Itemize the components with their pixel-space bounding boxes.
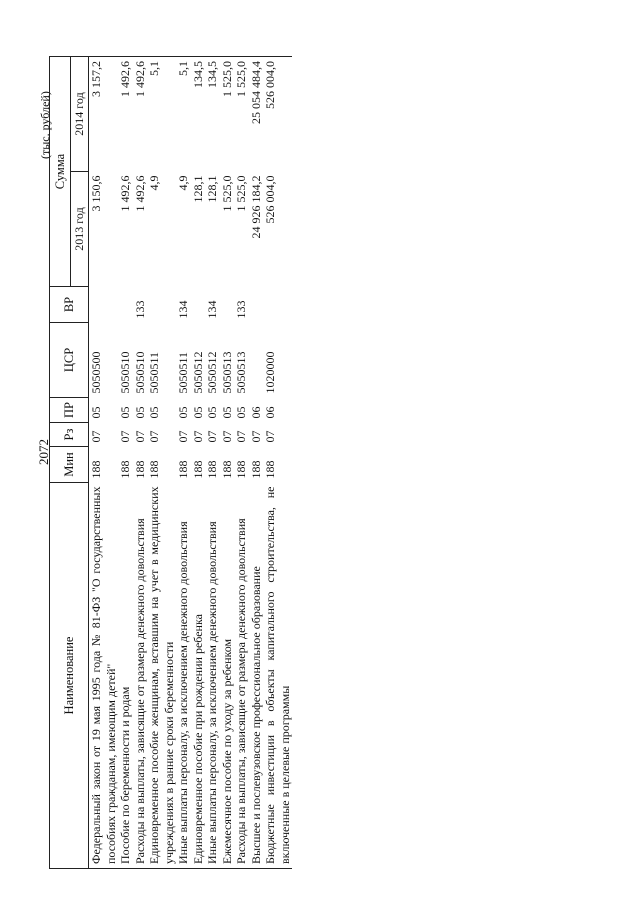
row-sum-2014: 5,1: [176, 57, 191, 172]
row-csr: 5050511: [176, 351, 190, 394]
table-row: [205, 57, 220, 869]
row-min: 188: [89, 460, 103, 479]
row-name: Расходы на выплаты, зависящие от размера денежного довольствия: [133, 483, 148, 869]
row-rz: 07: [190, 430, 205, 443]
row-pr: 05: [234, 406, 248, 419]
row-sum-2014: 134,5: [191, 57, 206, 172]
row-vr: [263, 287, 292, 323]
row-sum-2014: 526 004,0: [263, 57, 292, 172]
row-csr: 5050510: [118, 351, 132, 394]
header-csr: ЦСР: [50, 323, 89, 398]
row-sum-2014: 1 525,0: [220, 57, 235, 172]
header-rz: Рз: [50, 423, 89, 447]
row-rz: 07: [263, 430, 277, 443]
row-vr: [220, 287, 235, 323]
row-vr: 134: [176, 300, 190, 319]
row-pr: 05: [176, 406, 190, 419]
row-sum-2013: 4,9: [147, 175, 161, 191]
row-csr: 5050512: [205, 351, 219, 394]
header-pr: ПР: [50, 398, 89, 423]
row-min: 188: [132, 460, 147, 479]
row-name: Иные выплаты персоналу, за исключением денежного довольствия: [176, 483, 191, 869]
table-row: [118, 57, 133, 869]
row-pr: 05: [132, 406, 147, 419]
row-sum-2013: 526 004,0: [263, 175, 277, 224]
row-vr: [89, 287, 119, 323]
row-name: Расходы на выплаты, зависящие от размера денежного довольствия: [234, 483, 249, 869]
row-vr: 133: [234, 300, 248, 319]
row-rz: 07: [234, 430, 248, 443]
page-number: 2072: [36, 439, 51, 465]
row-csr: 5050513: [234, 351, 248, 394]
row-vr: [147, 287, 176, 323]
row-vr: [249, 287, 264, 323]
row-sum-2014: 1 492,6: [118, 57, 133, 172]
row-name: Единовременное пособие при рождении ребенка: [191, 483, 206, 869]
row-name: Единовременное пособие женщинам, вставшим на учет в медицинских учреждениях в ранние сроки беременности: [147, 483, 176, 869]
row-sum-2013: 4,9: [176, 175, 190, 191]
row-csr: 5050512: [190, 351, 205, 394]
row-sum-2013: 3 150,6: [89, 175, 103, 212]
row-min: 188: [219, 460, 234, 479]
row-csr: 5050500: [89, 351, 103, 394]
row-sum-2014: 1 525,0: [234, 57, 249, 172]
row-pr: 05: [190, 406, 205, 419]
row-csr: 1020000: [263, 351, 277, 394]
row-min: 188: [263, 460, 277, 479]
row-rz: 07: [147, 430, 161, 443]
row-sum-2013: 1 525,0: [219, 175, 234, 212]
row-sum-2013: 1 525,0: [234, 175, 248, 212]
row-name: Пособие по беременности и родам: [118, 483, 133, 869]
row-sum-2013: 1 492,6: [132, 175, 147, 212]
budget-table: [49, 56, 292, 869]
table-row: [249, 57, 264, 869]
row-rz: 07: [89, 430, 103, 443]
row-vr: [118, 287, 133, 323]
row-rz: 07: [118, 430, 132, 443]
row-name: Ежемесячное пособие по уходу за ребенком: [220, 483, 235, 869]
table-row: [89, 57, 119, 869]
table-row: [147, 57, 176, 869]
table-row: [191, 57, 206, 869]
row-sum-2014: 134,5: [205, 57, 220, 172]
row-min: 188: [176, 460, 190, 479]
row-min: 188: [118, 460, 132, 479]
table-row: [234, 57, 249, 869]
row-name: Бюджетные инвестиции в объекты капитального строительства, не включенные в целевые программы: [263, 483, 292, 869]
row-vr: 133: [132, 300, 147, 319]
row-rz: 07: [219, 430, 234, 443]
row-min: 188: [234, 460, 248, 479]
row-name: Высшее и послевузовское профессиональное образование: [249, 483, 264, 869]
row-name: Иные выплаты персоналу, за исключением денежного довольствия: [205, 483, 220, 869]
row-pr: 05: [205, 406, 219, 419]
row-rz: 07: [176, 430, 190, 443]
row-rz: 07: [132, 430, 147, 443]
row-sum-2013: 1 492,6: [118, 175, 132, 212]
row-csr: 5050513: [219, 351, 234, 394]
row-pr: 05: [89, 406, 103, 419]
table-row: [220, 57, 235, 869]
unit-note: (тыс. рублей): [38, 91, 52, 159]
row-pr: 06: [263, 406, 277, 419]
row-min: 188: [190, 460, 205, 479]
row-sum-2014: 25 054 484,4: [249, 57, 264, 172]
row-name: Федеральный закон от 19 мая 1995 года № 81-ФЗ "О государственных пособиях гражданам, имеющим детей": [89, 483, 119, 869]
row-vr: [191, 287, 206, 323]
header-2014: 2014 год: [71, 57, 89, 172]
header-2013: 2013 год: [71, 172, 89, 287]
row-csr: 5050511: [147, 351, 161, 394]
row-min: 188: [248, 460, 263, 479]
row-min: 188: [205, 460, 219, 479]
row-rz: 07: [205, 430, 219, 443]
table-row: [263, 57, 292, 869]
table-body: [89, 57, 293, 869]
row-rz: 07: [248, 430, 263, 443]
row-vr: 134: [205, 300, 219, 319]
row-min: 188: [147, 460, 161, 479]
header-vr: ВР: [50, 287, 89, 323]
row-sum-2013: 128,1: [190, 175, 205, 203]
row-pr: 05: [118, 406, 132, 419]
header-name: Наименование: [50, 483, 89, 869]
row-pr: 05: [219, 406, 234, 419]
table-row: [133, 57, 148, 869]
table-row: [176, 57, 191, 869]
header-min: Мин: [50, 447, 89, 483]
row-csr: [249, 323, 264, 398]
row-sum-2013: 128,1: [205, 175, 219, 203]
row-pr: 06: [248, 406, 263, 419]
header-sum: Сумма: [50, 57, 71, 287]
row-sum-2014: 1 492,6: [133, 57, 148, 172]
row-csr: 5050510: [132, 351, 147, 394]
row-sum-2013: 24 926 184,2: [248, 175, 263, 239]
row-sum-2014: 5,1: [147, 57, 176, 172]
row-pr: 05: [147, 406, 161, 419]
row-sum-2014: 3 157,2: [89, 57, 119, 172]
